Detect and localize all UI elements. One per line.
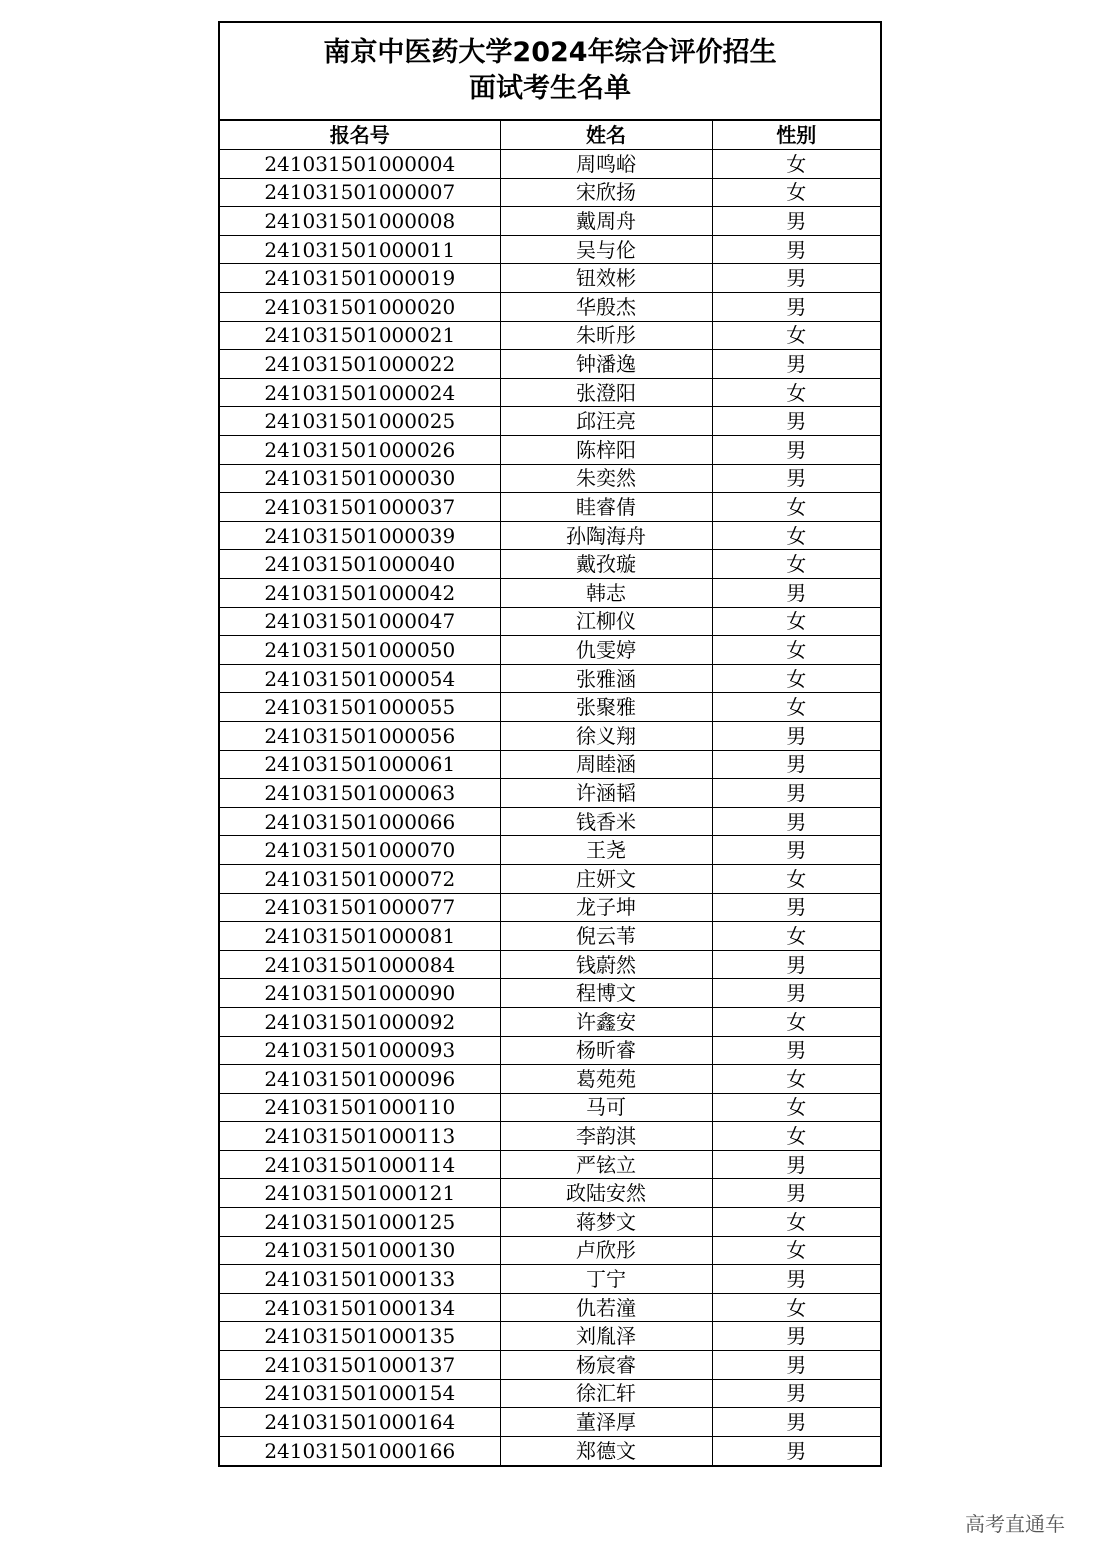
gender-cell: 男 <box>712 807 880 836</box>
registration-number-cell: 241031501000114 <box>220 1150 500 1179</box>
gender-cell: 女 <box>712 864 880 893</box>
registration-number-cell: 241031501000011 <box>220 235 500 264</box>
table-row <box>220 178 880 207</box>
gender-cell: 男 <box>712 264 880 293</box>
name-cell: 张聚雅 <box>500 693 712 722</box>
registration-number-cell: 241031501000133 <box>220 1265 500 1294</box>
candidate-table <box>220 121 880 1465</box>
registration-number-cell: 241031501000130 <box>220 1236 500 1265</box>
registration-number-cell: 241031501000019 <box>220 264 500 293</box>
table-row <box>220 807 880 836</box>
name-cell: 徐汇轩 <box>500 1379 712 1408</box>
registration-number-cell: 241031501000061 <box>220 750 500 779</box>
gender-cell: 女 <box>712 664 880 693</box>
name-cell: 周鸣峪 <box>500 150 712 179</box>
table-row <box>220 1065 880 1094</box>
registration-number-cell: 241031501000030 <box>220 464 500 493</box>
name-cell: 仇雯婷 <box>500 636 712 665</box>
table-row <box>220 922 880 951</box>
name-cell: 倪云苇 <box>500 922 712 951</box>
header-name: 姓名 <box>500 121 712 150</box>
name-cell: 戴孜璇 <box>500 550 712 579</box>
title-line-1: 南京中医药大学2024年综合评价招生 <box>323 37 777 68</box>
gender-cell: 女 <box>712 321 880 350</box>
registration-number-cell: 241031501000040 <box>220 550 500 579</box>
table-row <box>220 293 880 322</box>
name-cell: 张澄阳 <box>500 378 712 407</box>
registration-number-cell: 241031501000072 <box>220 864 500 893</box>
name-cell: 杨昕睿 <box>500 1036 712 1065</box>
gender-cell: 女 <box>712 1236 880 1265</box>
registration-number-cell: 241031501000050 <box>220 636 500 665</box>
table-row <box>220 493 880 522</box>
gender-cell: 女 <box>712 1065 880 1094</box>
table-row <box>220 664 880 693</box>
name-cell: 仇若潼 <box>500 1293 712 1322</box>
gender-cell: 女 <box>712 550 880 579</box>
gender-cell: 女 <box>712 178 880 207</box>
table-row <box>220 693 880 722</box>
registration-number-cell: 241031501000135 <box>220 1322 500 1351</box>
name-cell: 董泽厚 <box>500 1408 712 1437</box>
registration-number-cell: 241031501000022 <box>220 350 500 379</box>
name-cell: 严铉立 <box>500 1150 712 1179</box>
table-row <box>220 1265 880 1294</box>
registration-number-cell: 241031501000154 <box>220 1379 500 1408</box>
table-row <box>220 750 880 779</box>
name-cell: 吴与伦 <box>500 235 712 264</box>
gender-cell: 男 <box>712 1150 880 1179</box>
table-row <box>220 378 880 407</box>
name-cell: 陈梓阳 <box>500 436 712 465</box>
registration-number-cell: 241031501000056 <box>220 721 500 750</box>
name-cell: 周睦涵 <box>500 750 712 779</box>
table-row <box>220 1122 880 1151</box>
name-cell: 庄妍文 <box>500 864 712 893</box>
title-line-2: 面试考生名单 <box>469 73 631 104</box>
table-row <box>220 1150 880 1179</box>
gender-cell: 男 <box>712 950 880 979</box>
registration-number-cell: 241031501000007 <box>220 178 500 207</box>
table-row <box>220 1408 880 1437</box>
registration-number-cell: 241031501000137 <box>220 1351 500 1380</box>
registration-number-cell: 241031501000121 <box>220 1179 500 1208</box>
gender-cell: 女 <box>712 150 880 179</box>
name-cell: 眭睿倩 <box>500 493 712 522</box>
table-row <box>220 1236 880 1265</box>
table-row <box>220 636 880 665</box>
name-cell: 郑德文 <box>500 1436 712 1465</box>
registration-number-cell: 241031501000081 <box>220 922 500 951</box>
registration-number-cell: 241031501000021 <box>220 321 500 350</box>
registration-number-cell: 241031501000004 <box>220 150 500 179</box>
registration-number-cell: 241031501000025 <box>220 407 500 436</box>
table-row <box>220 607 880 636</box>
table-row <box>220 1179 880 1208</box>
gender-cell: 男 <box>712 1379 880 1408</box>
table-row <box>220 779 880 808</box>
gender-cell: 女 <box>712 922 880 951</box>
gender-cell: 男 <box>712 836 880 865</box>
table-header-row <box>220 121 880 150</box>
table-row <box>220 407 880 436</box>
gender-cell: 男 <box>712 1436 880 1465</box>
table-row <box>220 721 880 750</box>
table-row <box>220 579 880 608</box>
gender-cell: 女 <box>712 378 880 407</box>
registration-number-cell: 241031501000037 <box>220 493 500 522</box>
name-cell: 许涵韬 <box>500 779 712 808</box>
registration-number-cell: 241031501000047 <box>220 607 500 636</box>
registration-number-cell: 241031501000134 <box>220 1293 500 1322</box>
registration-number-cell: 241031501000090 <box>220 979 500 1008</box>
name-cell: 杨宸睿 <box>500 1351 712 1380</box>
gender-cell: 女 <box>712 636 880 665</box>
registration-number-cell: 241031501000039 <box>220 521 500 550</box>
watermark-text: 高考直通车 <box>965 1512 1065 1536</box>
name-cell: 龙子坤 <box>500 893 712 922</box>
gender-cell: 女 <box>712 1093 880 1122</box>
table-row <box>220 436 880 465</box>
registration-number-cell: 241031501000066 <box>220 807 500 836</box>
registration-number-cell: 241031501000054 <box>220 664 500 693</box>
name-cell: 刘胤泽 <box>500 1322 712 1351</box>
registration-number-cell: 241031501000077 <box>220 893 500 922</box>
registration-number-cell: 241031501000092 <box>220 1007 500 1036</box>
table-row <box>220 1293 880 1322</box>
table-row <box>220 207 880 236</box>
name-cell: 许鑫安 <box>500 1007 712 1036</box>
name-cell: 程博文 <box>500 979 712 1008</box>
table-row <box>220 1036 880 1065</box>
name-cell: 钟潘逸 <box>500 350 712 379</box>
gender-cell: 男 <box>712 579 880 608</box>
gender-cell: 男 <box>712 750 880 779</box>
table-row <box>220 1322 880 1351</box>
table-row <box>220 350 880 379</box>
name-cell: 葛苑苑 <box>500 1065 712 1094</box>
gender-cell: 男 <box>712 436 880 465</box>
gender-cell: 女 <box>712 693 880 722</box>
name-cell: 戴周舟 <box>500 207 712 236</box>
name-cell: 江柳仪 <box>500 607 712 636</box>
name-cell: 政陆安然 <box>500 1179 712 1208</box>
gender-cell: 男 <box>712 235 880 264</box>
name-cell: 王尧 <box>500 836 712 865</box>
table-row <box>220 836 880 865</box>
gender-cell: 女 <box>712 521 880 550</box>
name-cell: 钮效彬 <box>500 264 712 293</box>
registration-number-cell: 241031501000055 <box>220 693 500 722</box>
table-row <box>220 950 880 979</box>
registration-number-cell: 241031501000166 <box>220 1436 500 1465</box>
gender-cell: 男 <box>712 1322 880 1351</box>
gender-cell: 女 <box>712 1293 880 1322</box>
table-row <box>220 550 880 579</box>
gender-cell: 男 <box>712 350 880 379</box>
table-row <box>220 1351 880 1380</box>
name-cell: 孙陶海舟 <box>500 521 712 550</box>
registration-number-cell: 241031501000042 <box>220 579 500 608</box>
name-cell: 丁宁 <box>500 1265 712 1294</box>
name-cell: 李韵淇 <box>500 1122 712 1151</box>
name-cell: 钱香米 <box>500 807 712 836</box>
table-row <box>220 1208 880 1237</box>
table-row <box>220 521 880 550</box>
name-cell: 卢欣彤 <box>500 1236 712 1265</box>
gender-cell: 女 <box>712 493 880 522</box>
gender-cell: 男 <box>712 893 880 922</box>
gender-cell: 男 <box>712 1265 880 1294</box>
table-row <box>220 979 880 1008</box>
registration-number-cell: 241031501000020 <box>220 293 500 322</box>
table-row <box>220 150 880 179</box>
table-row <box>220 1007 880 1036</box>
registration-number-cell: 241031501000070 <box>220 836 500 865</box>
gender-cell: 男 <box>712 721 880 750</box>
name-cell: 马可 <box>500 1093 712 1122</box>
name-cell: 朱奕然 <box>500 464 712 493</box>
registration-number-cell: 241031501000084 <box>220 950 500 979</box>
gender-cell: 男 <box>712 779 880 808</box>
candidate-list-sheet <box>218 21 882 1467</box>
registration-number-cell: 241031501000024 <box>220 378 500 407</box>
table-row <box>220 321 880 350</box>
registration-number-cell: 241031501000063 <box>220 779 500 808</box>
registration-number-cell: 241031501000096 <box>220 1065 500 1094</box>
registration-number-cell: 241031501000164 <box>220 1408 500 1437</box>
table-row <box>220 1436 880 1465</box>
gender-cell: 男 <box>712 979 880 1008</box>
name-cell: 徐义翔 <box>500 721 712 750</box>
gender-cell: 女 <box>712 1122 880 1151</box>
gender-cell: 女 <box>712 607 880 636</box>
document-title <box>220 23 880 121</box>
gender-cell: 男 <box>712 1408 880 1437</box>
registration-number-cell: 241031501000110 <box>220 1093 500 1122</box>
registration-number-cell: 241031501000113 <box>220 1122 500 1151</box>
name-cell: 华殷杰 <box>500 293 712 322</box>
header-registration-number: 报名号 <box>220 121 500 150</box>
table-row <box>220 864 880 893</box>
registration-number-cell: 241031501000093 <box>220 1036 500 1065</box>
gender-cell: 男 <box>712 207 880 236</box>
header-gender: 性别 <box>712 121 880 150</box>
table-row <box>220 264 880 293</box>
gender-cell: 女 <box>712 1007 880 1036</box>
registration-number-cell: 241031501000008 <box>220 207 500 236</box>
name-cell: 朱昕彤 <box>500 321 712 350</box>
registration-number-cell: 241031501000125 <box>220 1208 500 1237</box>
gender-cell: 男 <box>712 1179 880 1208</box>
name-cell: 蒋梦文 <box>500 1208 712 1237</box>
table-row <box>220 1379 880 1408</box>
table-row <box>220 1093 880 1122</box>
name-cell: 邱汪亮 <box>500 407 712 436</box>
table-row <box>220 464 880 493</box>
registration-number-cell: 241031501000026 <box>220 436 500 465</box>
gender-cell: 女 <box>712 1208 880 1237</box>
gender-cell: 男 <box>712 1351 880 1380</box>
gender-cell: 男 <box>712 293 880 322</box>
name-cell: 宋欣扬 <box>500 178 712 207</box>
table-row <box>220 235 880 264</box>
gender-cell: 男 <box>712 464 880 493</box>
table-row <box>220 893 880 922</box>
name-cell: 张雅涵 <box>500 664 712 693</box>
name-cell: 韩志 <box>500 579 712 608</box>
gender-cell: 男 <box>712 407 880 436</box>
gender-cell: 男 <box>712 1036 880 1065</box>
name-cell: 钱蔚然 <box>500 950 712 979</box>
